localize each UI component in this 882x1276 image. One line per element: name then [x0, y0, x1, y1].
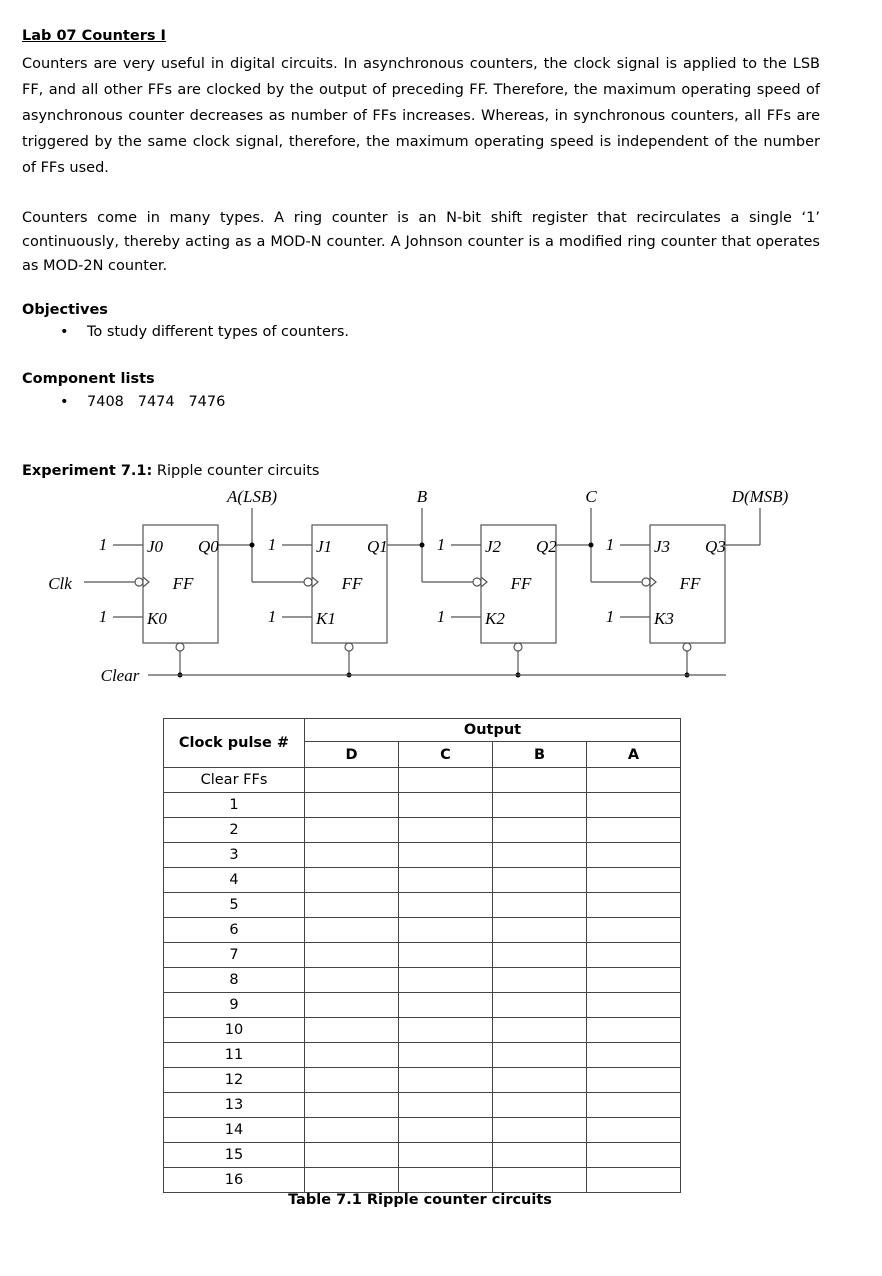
table-row	[164, 1168, 681, 1193]
clear-bubble-icon	[176, 643, 184, 651]
output-cell[interactable]	[399, 993, 493, 1018]
component-item: • 7408 7474 7476	[60, 394, 226, 410]
table-row	[164, 793, 681, 818]
table-row	[164, 918, 681, 943]
output-col-a: A	[587, 742, 681, 768]
k-label: K2	[485, 609, 505, 628]
output-cell[interactable]	[305, 1093, 399, 1118]
output-col-b: B	[493, 742, 587, 768]
j-input-label: 1	[98, 535, 108, 554]
clock-pulse-cell: 1	[164, 793, 305, 818]
table-row	[164, 1143, 681, 1168]
output-cell[interactable]	[399, 1093, 493, 1118]
output-cell[interactable]	[587, 818, 681, 843]
output-cell[interactable]	[305, 1118, 399, 1143]
output-label-3: D(MSB)	[731, 487, 789, 506]
output-cell[interactable]	[493, 993, 587, 1018]
output-cell[interactable]	[587, 1068, 681, 1093]
ff-label: FF	[341, 574, 363, 593]
output-cell[interactable]	[587, 1143, 681, 1168]
q-label: Q0	[198, 537, 219, 556]
j-input-label: 1	[267, 535, 277, 554]
output-cell[interactable]	[305, 818, 399, 843]
output-cell[interactable]	[493, 918, 587, 943]
output-label-1: B	[416, 487, 428, 506]
output-header: Output	[305, 719, 681, 742]
q-label: Q3	[705, 537, 726, 556]
table-caption: Table 7.1 Ripple counter circuits	[288, 1192, 552, 1208]
clock-bubble-icon	[473, 578, 481, 586]
output-cell[interactable]	[493, 1043, 587, 1068]
table-row	[164, 893, 681, 918]
table-row	[164, 1093, 681, 1118]
clock-bubble-icon	[304, 578, 312, 586]
k-label: K0	[147, 609, 167, 628]
k-input-label: 1	[267, 607, 277, 626]
output-cell[interactable]	[587, 1093, 681, 1118]
output-cell[interactable]	[305, 768, 399, 793]
output-cell[interactable]	[399, 1143, 493, 1168]
output-cell[interactable]	[587, 1043, 681, 1068]
ff-label: FF	[172, 574, 194, 593]
clock-pulse-cell: 14	[164, 1118, 305, 1143]
output-cell[interactable]	[493, 768, 587, 793]
output-cell[interactable]	[399, 893, 493, 918]
output-cell[interactable]	[305, 943, 399, 968]
output-cell[interactable]	[305, 1068, 399, 1093]
clock-triangle-icon	[650, 577, 656, 587]
output-cell[interactable]	[399, 868, 493, 893]
clk-label: Clk	[48, 574, 72, 593]
output-cell[interactable]	[493, 1168, 587, 1193]
output-cell[interactable]	[587, 1118, 681, 1143]
output-cell[interactable]	[305, 793, 399, 818]
clock-pulse-cell: 10	[164, 1018, 305, 1043]
clock-pulse-cell: 15	[164, 1143, 305, 1168]
output-cell[interactable]	[305, 1018, 399, 1043]
j-label: J0	[147, 537, 164, 556]
output-cell[interactable]	[587, 868, 681, 893]
clock-triangle-icon	[143, 577, 149, 587]
clock-pulse-cell: 6	[164, 918, 305, 943]
output-cell[interactable]	[399, 943, 493, 968]
table-row	[164, 868, 681, 893]
table-row	[164, 843, 681, 868]
output-cell[interactable]	[493, 1093, 587, 1118]
clock-pulse-cell: 8	[164, 968, 305, 993]
page-title: Lab 07 Counters I	[22, 28, 166, 44]
output-label-0: A(LSB)	[226, 487, 278, 506]
output-cell[interactable]	[493, 868, 587, 893]
output-col-c: C	[399, 742, 493, 768]
table-row	[164, 993, 681, 1018]
clear-bubble-icon	[683, 643, 691, 651]
output-cell[interactable]	[493, 1068, 587, 1093]
output-cell[interactable]	[305, 893, 399, 918]
table-row	[164, 768, 681, 793]
results-table	[163, 718, 681, 1193]
table-row	[164, 1068, 681, 1093]
output-cell[interactable]	[587, 893, 681, 918]
table-row	[164, 818, 681, 843]
output-label-2: C	[585, 487, 597, 506]
clock-pulse-cell: 4	[164, 868, 305, 893]
ff-label: FF	[679, 574, 701, 593]
output-cell[interactable]	[399, 768, 493, 793]
output-cell[interactable]	[305, 1168, 399, 1193]
output-cell[interactable]	[399, 1168, 493, 1193]
output-cell[interactable]	[493, 1118, 587, 1143]
clock-bubble-icon	[135, 578, 143, 586]
output-cell[interactable]	[399, 818, 493, 843]
output-cell[interactable]	[587, 968, 681, 993]
output-cell[interactable]	[493, 968, 587, 993]
objective-item: • To study different types of counters.	[60, 324, 349, 340]
output-cell[interactable]	[399, 793, 493, 818]
clock-pulse-cell: 9	[164, 993, 305, 1018]
output-cell[interactable]	[305, 1043, 399, 1068]
clock-pulse-cell: 13	[164, 1093, 305, 1118]
table-row	[164, 943, 681, 968]
j-input-label: 1	[605, 535, 615, 554]
ff-label: FF	[510, 574, 532, 593]
output-cell[interactable]	[305, 868, 399, 893]
output-cell[interactable]	[493, 943, 587, 968]
j-input-label: 1	[436, 535, 446, 554]
output-cell[interactable]	[493, 818, 587, 843]
clock-pulse-cell: 2	[164, 818, 305, 843]
output-cell[interactable]	[587, 1168, 681, 1193]
output-cell[interactable]	[399, 918, 493, 943]
j-label: J3	[654, 537, 671, 556]
output-cell[interactable]	[493, 1018, 587, 1043]
output-cell[interactable]	[399, 1118, 493, 1143]
output-cell[interactable]	[587, 843, 681, 868]
clock-pulse-header: Clock pulse #	[164, 719, 305, 768]
output-cell[interactable]	[399, 1018, 493, 1043]
junction-dot	[589, 543, 594, 548]
clock-pulse-cell: 12	[164, 1068, 305, 1093]
clock-triangle-icon	[481, 577, 487, 587]
k-label: K1	[316, 609, 336, 628]
junction-dot	[250, 543, 255, 548]
output-cell[interactable]	[399, 1043, 493, 1068]
clear-bubble-icon	[345, 643, 353, 651]
output-cell[interactable]	[305, 918, 399, 943]
clock-pulse-cell: 3	[164, 843, 305, 868]
table-row	[164, 1118, 681, 1143]
output-cell[interactable]	[493, 843, 587, 868]
output-cell[interactable]	[399, 968, 493, 993]
output-cell[interactable]	[305, 843, 399, 868]
output-cell[interactable]	[587, 918, 681, 943]
clear-label: Clear	[100, 666, 140, 685]
table-row	[164, 968, 681, 993]
j-label: J1	[316, 537, 333, 556]
output-cell[interactable]	[587, 768, 681, 793]
q-label: Q2	[536, 537, 557, 556]
clock-pulse-cell: 11	[164, 1043, 305, 1068]
components-heading: Component lists	[22, 371, 155, 387]
output-cell[interactable]	[493, 893, 587, 918]
objectives-heading: Objectives	[22, 302, 108, 318]
output-cell[interactable]	[587, 1018, 681, 1043]
output-cell[interactable]	[587, 943, 681, 968]
k-input-label: 1	[98, 607, 108, 626]
experiment-heading: Experiment 7.1: Ripple counter circuits	[22, 463, 320, 479]
clock-pulse-cell: 5	[164, 893, 305, 918]
table-row	[164, 1018, 681, 1043]
output-cell[interactable]	[493, 1143, 587, 1168]
k-input-label: 1	[605, 607, 615, 626]
clock-bubble-icon	[642, 578, 650, 586]
junction-dot	[420, 543, 425, 548]
output-cell[interactable]	[305, 1143, 399, 1168]
output-cell[interactable]	[399, 843, 493, 868]
counter-types-paragraph: Counters come in many types. A ring counter is an N-bit shift register that recirculates a single ‘1’ continuously, thereby acting as a MOD-N counter. A Johnson counter is a modified ring counter that operates as MOD-2N counter.	[22, 210, 820, 274]
clear-bubble-icon	[514, 643, 522, 651]
output-cell[interactable]	[305, 993, 399, 1018]
table-row	[164, 1043, 681, 1068]
clock-pulse-cell: 7	[164, 943, 305, 968]
output-cell[interactable]	[493, 793, 587, 818]
output-cell[interactable]	[587, 793, 681, 818]
clock-pulse-cell: 16	[164, 1168, 305, 1193]
clock-pulse-cell: Clear FFs	[164, 768, 305, 793]
k-input-label: 1	[436, 607, 446, 626]
output-cell[interactable]	[587, 993, 681, 1018]
k-label: K3	[654, 609, 674, 628]
clock-triangle-icon	[312, 577, 318, 587]
output-col-d: D	[305, 742, 399, 768]
output-cell[interactable]	[399, 1068, 493, 1093]
intro-paragraph: Counters are very useful in digital circuits. In asynchronous counters, the clock signal is applied to the LSB FF, and all other FFs are clocked by the output of preceding FF. Therefore, the maximum operating speed of asynchronous counter decreases as number of FFs increases. Whereas, in synchronous counters, all FFs are triggered by the same clock signal, therefore, the maximum operating speed is independent of the number of FFs used.	[22, 56, 820, 176]
j-label: J2	[485, 537, 502, 556]
q-label: Q1	[367, 537, 388, 556]
output-cell[interactable]	[305, 968, 399, 993]
